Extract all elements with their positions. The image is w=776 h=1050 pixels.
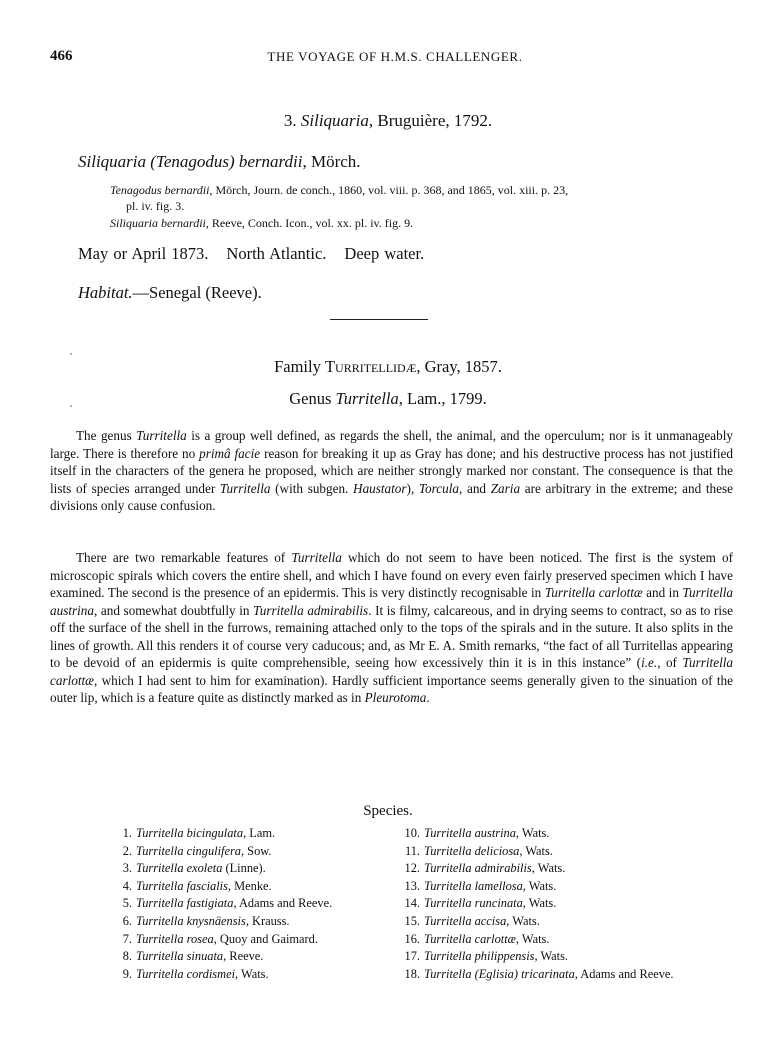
section-heading [0,111,776,131]
species-list-title: Species. [363,803,413,819]
species-number: 4. [122,878,132,893]
species-binomial: Turritella lamellosa [424,878,523,893]
species-binomial: Turritella rosea [136,931,214,946]
italic-term: Torcula [418,480,459,496]
print-speck [70,353,72,355]
synonym-entry [110,183,730,198]
text-run: which do not seem to have been noticed. The first is the system of microscopic spirals which covers the entire shell, and which I have found on every even fairly preserved specimen which I have examined. The second is the presence of an epidermis. This is very distinctly recognisable in [50,550,733,600]
species-list-item [104,843,332,861]
species-list-item [104,948,332,966]
species-authority: , Wats. [522,896,557,911]
species-binomial: Turritella carlottæ [424,931,516,946]
italic-term: Turritella carlottæ [50,655,733,688]
habitat-label: Habitat. [78,283,133,302]
genus-label: Genus [289,389,336,408]
species-binomial: Turritella austrina [424,826,516,840]
synonym-ref: pl. iv. fig. 3. [126,199,185,213]
text-run: ), [406,480,419,496]
text-run: , of [657,655,683,670]
species-list-item [104,966,332,984]
species-list-left [104,825,332,983]
italic-term: Haustator [353,480,407,496]
species-number: 8. [122,949,132,964]
species-authority: , Wats. [531,861,566,876]
family-authority: , Gray, 1857. [416,357,502,376]
species-number: 10. [404,826,420,840]
species-list-item [104,895,332,913]
species-list-item [104,860,332,878]
species-number: 3. [122,861,132,876]
text-run: are arbitrary in the extreme; and these divisions only cause confusion. [50,480,733,513]
synonym-entry [110,216,413,231]
collection-record [78,244,424,264]
species-name-italic: Siliquaria (Tenagodus) bernardii [78,152,303,171]
species-authority: , Wats. [522,878,557,893]
species-list-item [392,966,674,984]
species-binomial: Turritella philippensis [424,949,535,964]
species-number: 6. [122,913,132,928]
species-number: 5. [122,896,132,911]
species-authority: , Sow. [240,843,272,858]
species-authority: , Adams and Reeve. [574,966,674,981]
species-list-item [392,931,674,949]
paragraph-genus-description [50,427,733,515]
italic-term: Turritella [136,428,187,443]
section-authority: , Bruguière, 1792. [368,111,493,130]
species-number: 17. [404,949,420,964]
family-label: Family [274,357,325,376]
species-authority: , Wats. [506,913,540,928]
synonym-name: Siliquaria bernardii [110,216,206,230]
species-authority: , Adams and Reeve. [233,896,333,911]
species-authority: , Menke. [227,878,272,893]
text-run: . It is filmy, calcareous, and in drying seems to contract, so as to rise off the surface of the shell in the furrows, remaining attached only to the tops of the spirals and in the suture. It also splits in the lines of growth. All this renders it of course very caducous; and, as Mr E. A. Smith remarks, “the fact of all Turritellas appearing to be devoid of an epidermis is quite comprehensible, seeing how excessively thin it is in this instance” ( [50,602,733,670]
species-list-item [392,843,674,861]
paragraph-features [50,549,733,707]
text-run: , and somewhat doubtfully in [93,602,254,618]
page-number: 466 [50,48,73,64]
species-name [78,152,361,172]
italic-term: primâ facie [199,445,261,461]
species-binomial: Turritella accisa [424,913,507,928]
text-run: The genus [76,428,137,443]
text-run: and in [642,585,683,600]
italic-term: Turritella [291,550,342,565]
species-number: 9. [122,966,132,981]
italic-term: Turritella admirabilis [253,602,369,618]
species-authority: , Wats. [515,826,550,840]
running-title: THE VOYAGE OF H.M.S. CHALLENGER. [267,49,523,64]
italic-term: Turritella carlottæ [544,585,643,600]
genus-heading [0,389,776,409]
species-list-item [104,825,332,843]
italic-term: Turritella [219,480,271,496]
section-number: 3. [283,111,297,130]
species-list-item [392,913,674,931]
species-authority: , Krauss. [245,913,290,928]
species-number: 18. [404,966,420,981]
species-authority: , Wats. [519,843,553,858]
species-binomial: Turritella runcinata [424,896,523,911]
text-run: , which I had sent to him for examination). Hardly sufficient importance seems generally given to the sinuation of the outer lip, which is a feature quite as distinctly marked as in [50,672,733,705]
habitat-text: —Senegal (Reeve). [132,283,262,302]
synonym-name: Tenagodus bernardii [110,183,210,197]
species-list-item [104,913,332,931]
species-number: 13. [404,878,420,893]
species-list-item [392,895,674,913]
species-list-item [392,878,674,896]
species-list-item [104,878,332,896]
record-date: May or April 1873. [78,244,209,263]
text-run: (with subgen. [270,480,354,496]
italic-term: i.e. [641,655,658,670]
species-authority: , Wats. [235,966,269,981]
text-run: reason for breaking it up as Gray has done; and his destructive process has not justified itself in the characters of the genera he proposed, which are neither strongly marked nor constant. The consequence is that the lists of species arranged under [50,445,733,496]
species-number: 11. [404,843,420,858]
species-number: 15. [404,913,420,928]
species-binomial: Turritella (Eglisia) tricarinata [424,966,575,981]
italic-term: Zaria [490,480,521,496]
species-list-item [392,948,674,966]
species-binomial: Turritella exoleta [136,861,223,876]
species-binomial: Turritella bicingulata [136,826,244,840]
species-authority: (Linne). [222,861,266,876]
species-number: 16. [404,931,420,946]
italic-term: Turritella austrina [50,585,733,618]
record-depth: Deep water. [344,244,425,263]
species-authority: , Wats. [534,949,569,964]
species-list-item [104,931,332,949]
species-binomial: Turritella sinuata [136,949,224,964]
species-author: , Mörch. [302,152,361,171]
species-binomial: Turritella admirabilis [424,861,532,876]
species-binomial: Turritella cordismei [136,966,236,981]
species-number: 14. [404,896,420,911]
species-list-item [392,825,674,843]
text-run: , and [459,480,491,496]
page-header [50,48,740,72]
text-run: is a group well defined, as regards the shell, the animal, and the operculum; nor is it unmanageably large. There is therefore no [50,428,733,461]
family-heading [0,357,776,377]
species-authority: , Lam. [243,826,276,840]
species-number: 1. [122,826,132,840]
species-number: 12. [404,861,420,876]
genus-name: Turritella [335,389,399,408]
species-list-right [392,825,674,983]
text-run: . [426,690,430,705]
synonym-ref: , Mörch, Journ. de conch., 1860, vol. viii. p. 368, and 1865, vol. xiii. p. 23, [209,183,569,197]
species-authority: , Reeve. [223,949,264,964]
section-divider [330,319,428,320]
section-genus: Siliquaria [300,111,369,130]
species-binomial: Turritella cingulifera [136,843,241,858]
species-binomial: Turritella knysnäensis [136,913,246,928]
species-binomial: Turritella fascialis [136,878,228,893]
species-authority: , Quoy and Gaimard. [213,931,318,946]
family-name: Turritellidæ [324,357,417,376]
genus-authority: , Lam., 1799. [398,389,487,408]
text-run: There are two remarkable features of [76,550,292,565]
species-authority: , Wats. [515,931,550,946]
species-number: 7. [122,931,132,946]
italic-term: Pleurotoma [364,690,427,705]
record-locality: North Atlantic. [226,244,327,263]
species-list-item [392,860,674,878]
species-binomial: Turritella fastigiata [136,896,234,911]
synonym-ref: , Reeve, Conch. Icon., vol. xx. pl. iv. fig. 9. [205,216,414,230]
habitat [78,283,262,303]
synonym-entry-continued [126,199,184,214]
species-number: 2. [122,843,132,858]
species-binomial: Turritella deliciosa [424,843,520,858]
